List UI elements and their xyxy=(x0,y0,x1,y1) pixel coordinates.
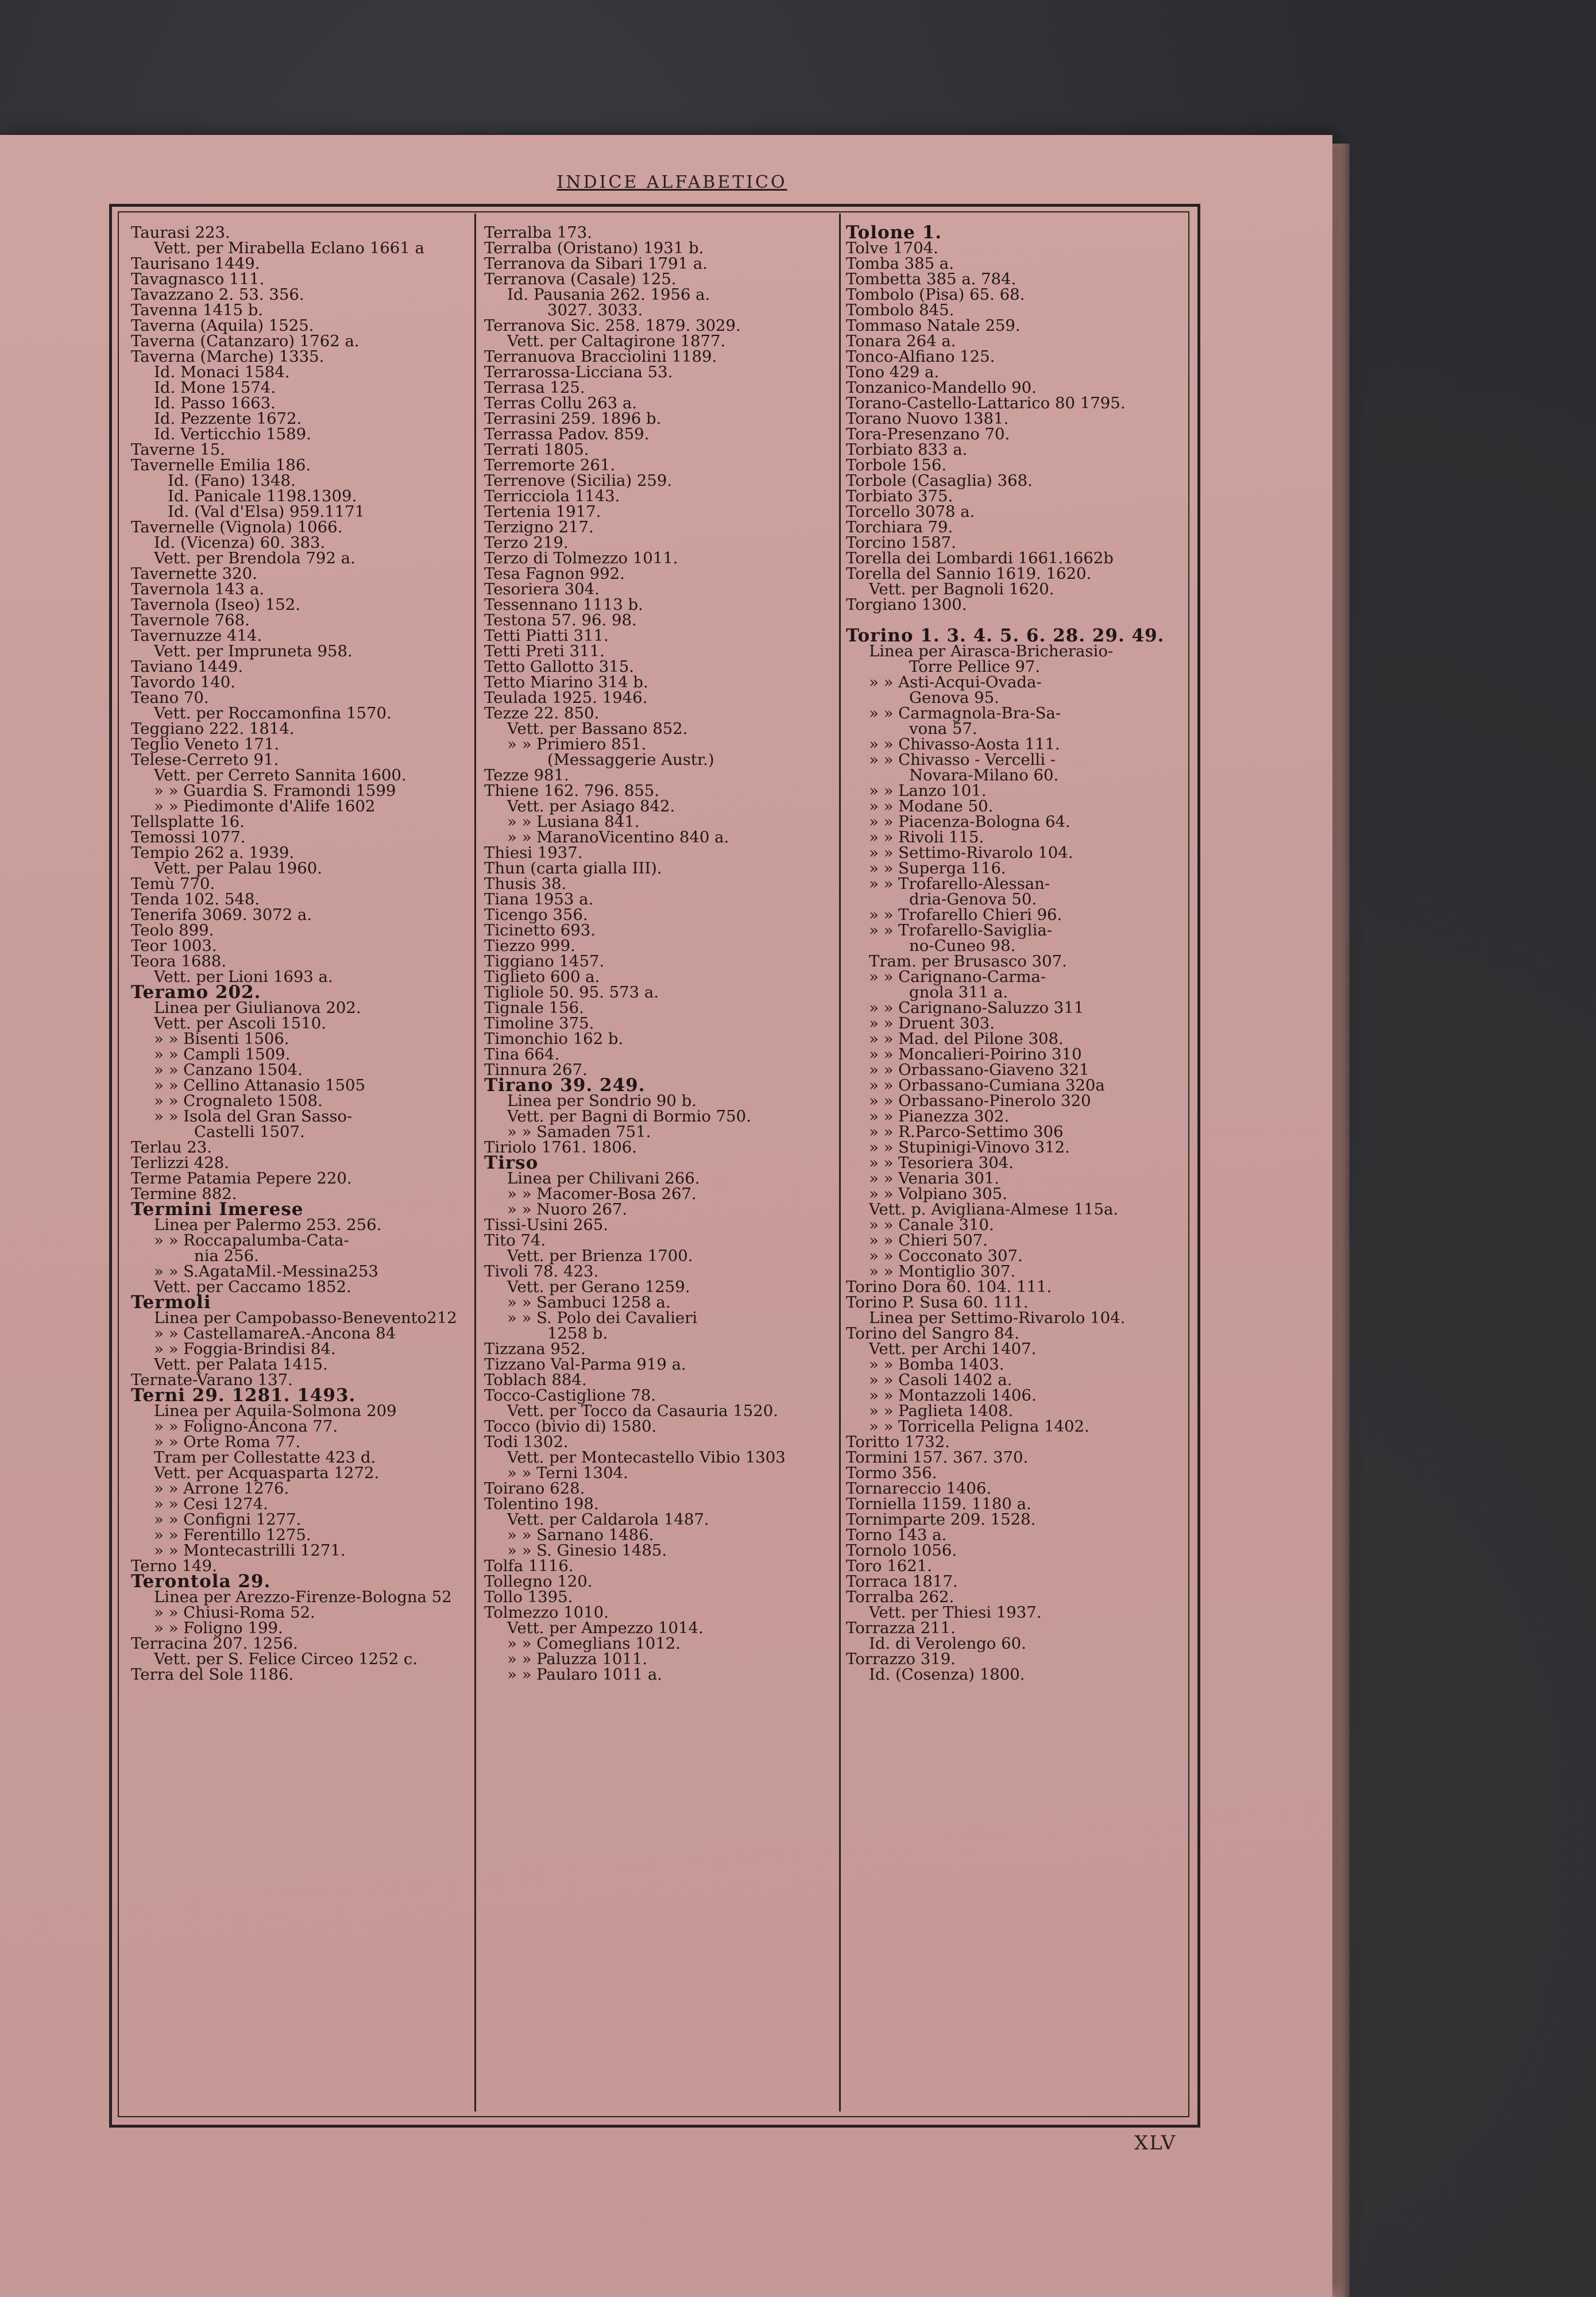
index-entry: Vett. per Brendola 792 a. xyxy=(154,549,355,567)
index-entry: Tolve 1704. xyxy=(846,239,938,257)
index-entry: Vett. per Caldarola 1487. xyxy=(507,1510,709,1529)
index-entry: Tenerifa 3069. 3072 a. xyxy=(131,906,312,924)
index-entry: » » Moncalieri-Poirino 310 xyxy=(869,1045,1082,1064)
index-entry: Thiesi 1937. xyxy=(484,844,583,862)
index-entry: Tombolo 845. xyxy=(846,301,954,319)
index-entry: Vett. per Thiesi 1937. xyxy=(869,1603,1042,1622)
index-entry: » » Orbassano-Giaveno 321 xyxy=(869,1061,1089,1079)
index-entry: » » Crognaleto 1508. xyxy=(154,1092,323,1110)
index-entry: Toro 1621. xyxy=(846,1557,932,1575)
index-entry: Terzigno 217. xyxy=(484,518,594,536)
index-entry: Tavernola (Iseo) 152. xyxy=(131,595,300,614)
index-entry: Tocco-Castiglione 78. xyxy=(484,1386,656,1405)
index-entry: Tavernole 768. xyxy=(131,611,250,629)
index-entry: Tollegno 120. xyxy=(484,1572,593,1591)
index-entry: Tonzanico-Mandello 90. xyxy=(846,378,1037,397)
index-entry: » » Superga 116. xyxy=(869,859,1006,877)
index-entry: » » Arrone 1276. xyxy=(154,1479,289,1498)
index-entry: Tirano 39. 249. xyxy=(484,1075,646,1096)
index-entry: » » Chivasso - Vercelli - xyxy=(869,751,1056,769)
index-entry: Tignale 156. xyxy=(484,999,584,1017)
index-entry: Tiglieto 600 a. xyxy=(484,968,600,986)
index-entry: Toritto 1732. xyxy=(846,1433,950,1451)
index-entry: Vett. per Bagnoli 1620. xyxy=(869,580,1054,598)
index-entry: gnola 311 a. xyxy=(909,983,1008,1001)
index-entry: Id. (Val d'Elsa) 959.1171 xyxy=(168,502,365,521)
index-entry: Torgiano 1300. xyxy=(846,595,967,614)
index-entry: Linea per Palermo 253. 256. xyxy=(154,1216,382,1234)
index-entry: Tavernuzze 414. xyxy=(131,627,262,645)
index-entry: Castelli 1507. xyxy=(194,1123,305,1141)
index-entry: » » Pianezza 302. xyxy=(869,1107,1010,1126)
index-entry: » » Sambuci 1258 a. xyxy=(507,1293,671,1312)
index-entry: Vett. per Ampezzo 1014. xyxy=(507,1619,704,1637)
index-entry: Novara-Milano 60. xyxy=(909,766,1059,784)
index-entry: Tolfa 1116. xyxy=(484,1557,574,1575)
index-entry: Linea per Chilivani 266. xyxy=(507,1169,700,1188)
index-entry: Ternate-Varano 137. xyxy=(131,1371,293,1389)
index-entry: Termoli xyxy=(131,1292,211,1313)
index-entry: Terremorte 261. xyxy=(484,456,616,474)
index-entry: Linea per Aquila-Solmona 209 xyxy=(154,1402,397,1420)
index-entry: Terlizzi 428. xyxy=(131,1154,229,1172)
index-entry: » » Chieri 507. xyxy=(869,1231,988,1250)
index-entry: » » Orte Roma 77. xyxy=(154,1433,301,1451)
index-entry: Tiezzo 999. xyxy=(484,937,575,955)
index-entry: » » Carignano-Saluzzo 311 xyxy=(869,999,1084,1017)
index-entry: Torcino 1587. xyxy=(846,533,956,552)
index-entry: » » Rivoli 115. xyxy=(869,828,984,846)
index-entry: » » Bisenti 1506. xyxy=(154,1030,289,1048)
index-entry: » » Druent 303. xyxy=(869,1014,995,1033)
index-entry: Vett. per Tocco da Casauria 1520. xyxy=(507,1402,779,1420)
index-entry: Linea per Giulianova 202. xyxy=(154,999,361,1017)
index-entry: Taviano 1449. xyxy=(131,658,244,676)
index-entry: Terlau 23. xyxy=(131,1138,212,1157)
index-entry: Thun (carta gialla III). xyxy=(484,859,662,877)
index-entry: » » Stupinigi-Vinovo 312. xyxy=(869,1138,1070,1157)
index-entry: Torbiato 375. xyxy=(846,487,953,505)
index-entry: Tolentino 198. xyxy=(484,1495,599,1513)
index-entry: Vett. per Bassano 852. xyxy=(507,720,688,738)
index-entry: Vett. per Caccamo 1852. xyxy=(154,1278,351,1296)
index-entry: » » Roccapalumba-Cata- xyxy=(154,1231,349,1250)
index-entry: Taverna (Aquila) 1525. xyxy=(131,316,314,335)
index-entry: » » S. Polo dei Cavalieri xyxy=(507,1309,698,1327)
index-entry: Id. di Verolengo 60. xyxy=(869,1634,1026,1653)
index-entry: » » Cocconato 307. xyxy=(869,1247,1023,1265)
index-entry: Vett. per Bagni di Bormio 750. xyxy=(507,1107,751,1126)
index-entry: (Messaggerie Austr.) xyxy=(547,751,714,769)
index-entry: Tetti Piatti 311. xyxy=(484,627,609,645)
index-entry: Torano Nuovo 1381. xyxy=(846,409,1009,428)
index-entry: Terranova Sic. 258. 1879. 3029. xyxy=(484,316,741,335)
index-entry: Terricciola 1143. xyxy=(484,487,620,505)
index-entry: Vett. p. Avigliana-Almese 115a. xyxy=(869,1200,1119,1219)
index-entry: Telese-Cerreto 91. xyxy=(131,751,279,769)
index-entry: Id. (Vicenza) 60. 383. xyxy=(154,533,326,552)
index-entry: » » Macomer-Bosa 267. xyxy=(507,1185,697,1203)
index-entry: Torchiara 79. xyxy=(846,518,953,536)
index-entry: » » Nuoro 267. xyxy=(507,1200,628,1219)
index-entry: » » Ferentillo 1275. xyxy=(154,1526,311,1544)
index-entry: » » Paglieta 1408. xyxy=(869,1402,1014,1420)
index-entry: » » Configni 1277. xyxy=(154,1510,302,1529)
index-entry: Id. Passo 1663. xyxy=(154,394,276,412)
index-entry: » » Montecastrilli 1271. xyxy=(154,1541,346,1560)
index-entry: Taurisano 1449. xyxy=(131,254,260,273)
index-entry: » » S.AgataMil.-Messina253 xyxy=(154,1262,378,1281)
index-entry: Vett. per Ascoli 1510. xyxy=(154,1014,326,1033)
index-entry: » » Campli 1509. xyxy=(154,1045,291,1064)
index-entry: » » Montazzoli 1406. xyxy=(869,1386,1037,1405)
index-entry: Tombolo (Pisa) 65. 68. xyxy=(846,285,1025,304)
index-entry: Tesa Fagnon 992. xyxy=(484,564,625,583)
index-entry: » » Terni 1304. xyxy=(507,1464,628,1482)
index-entry: Tigliole 50. 95. 573 a. xyxy=(484,983,659,1001)
index-entry: » » MaranoVicentino 840 a. xyxy=(507,828,729,846)
index-entry: » » Guardia S. Framondi 1599 xyxy=(154,782,396,800)
index-entry: Torno 143 a. xyxy=(846,1526,947,1544)
index-entry: » » Isola del Gran Sasso- xyxy=(154,1107,353,1126)
index-entry: Tommaso Natale 259. xyxy=(846,316,1021,335)
index-entry: » » Piedimonte d'Alife 1602 xyxy=(154,797,376,815)
index-entry: » » Cesi 1274. xyxy=(154,1495,268,1513)
index-entry: Terzo di Tolmezzo 1011. xyxy=(484,549,678,567)
index-entry: Tirso xyxy=(484,1153,539,1173)
index-entry: Tornimparte 209. 1528. xyxy=(846,1510,1036,1529)
index-entry: Torniella 1159. 1180 a. xyxy=(846,1495,1031,1513)
index-entry: Tolone 1. xyxy=(846,225,942,243)
index-entry: Toblach 884. xyxy=(484,1371,587,1389)
index-entry: » » Lanzo 101. xyxy=(869,782,987,800)
index-entry: Terralba 173. xyxy=(484,225,592,242)
index-entry: Vett. per Impruneta 958. xyxy=(154,642,353,660)
index-entry: Tizzano Val-Parma 919 a. xyxy=(484,1355,686,1374)
index-entry: » » Foligno 199. xyxy=(154,1619,283,1637)
index-entry: Vett. per S. Felice Circeo 1252 c. xyxy=(154,1650,418,1668)
index-entry: » » Sarnano 1486. xyxy=(507,1526,654,1544)
index-entry: » » Carmagnola-Bra-Sa- xyxy=(869,704,1061,722)
index-entry: Testona 57. 96. 98. xyxy=(484,611,637,629)
column-divider-1 xyxy=(474,214,476,2112)
index-entry: Taverna (Catanzaro) 1762 a. xyxy=(131,332,360,350)
index-entry: Torrazzo 319. xyxy=(846,1650,956,1668)
index-entry: Tavernette 320. xyxy=(131,564,257,583)
index-entry: Vett. per Cerreto Sannita 1600. xyxy=(154,766,407,784)
index-entry: Terrasa 125. xyxy=(484,378,585,397)
index-entry: Teramo 202. xyxy=(131,982,261,1003)
index-entry: Torralba 262. xyxy=(846,1588,954,1606)
index-entry: Tenda 102. 548. xyxy=(131,890,260,908)
page-title: INDICE ALFABETICO xyxy=(557,172,787,192)
index-entry: Thiene 162. 796. 855. xyxy=(484,782,660,800)
index-entry: Tombetta 385 a. 784. xyxy=(846,270,1017,288)
index-entry: Vett. per Asiago 842. xyxy=(507,797,675,815)
index-entry: Tessennano 1113 b. xyxy=(484,595,643,614)
index-entry: Torre Pellice 97. xyxy=(909,658,1041,676)
column-divider-2 xyxy=(839,214,841,2112)
index-entry: Vett. per Brienza 1700. xyxy=(507,1247,693,1265)
index-entry: Torano-Castello-Lattarico 80 1795. xyxy=(846,394,1126,412)
index-entry: Terme Patamia Pepere 220. xyxy=(131,1169,352,1188)
index-entry: Thusis 38. xyxy=(484,875,567,893)
index-entry: Torbole (Casaglia) 368. xyxy=(846,471,1033,490)
index-entry: Terralba (Oristano) 1931 b. xyxy=(484,239,704,257)
index-entry: » » Settimo-Rivarolo 104. xyxy=(869,844,1073,862)
index-entry: Temù 770. xyxy=(131,875,215,893)
index-entry: » » Torricella Peligna 1402. xyxy=(869,1417,1089,1436)
index-entry: Tinnura 267. xyxy=(484,1061,588,1079)
index-entry: Tetto Miarino 314 b. xyxy=(484,673,648,691)
index-entry: Tezze 981. xyxy=(484,766,569,784)
index-entry: » » Orbassano-Pinerolo 320 xyxy=(869,1092,1091,1110)
index-entry: » » Canale 310. xyxy=(869,1216,994,1234)
index-entry: no-Cuneo 98. xyxy=(909,937,1016,955)
index-entry: » » Canzano 1504. xyxy=(154,1061,303,1079)
index-entry: 1258 b. xyxy=(547,1324,608,1343)
index-entry: » » Tesoriera 304. xyxy=(869,1154,1014,1172)
index-entry: Terranuova Bracciolini 1189. xyxy=(484,347,717,366)
index-entry: Todi 1302. xyxy=(484,1433,569,1451)
index-entry: » » Modane 50. xyxy=(869,797,994,815)
index-entry: Tolmezzo 1010. xyxy=(484,1603,609,1622)
index-entry: dria-Genova 50. xyxy=(909,890,1037,908)
index-entry: Id. Pezzente 1672. xyxy=(154,409,302,428)
index-entry: Terni 29. 1281. 1493. xyxy=(131,1385,356,1406)
index-entry: Tetti Preti 311. xyxy=(484,642,605,660)
page-number: XLV xyxy=(1134,2132,1177,2155)
index-entry: » » Foligno-Ancona 77. xyxy=(154,1417,338,1436)
index-entry: Tormo 356. xyxy=(846,1464,937,1482)
index-entry: Torbole 156. xyxy=(846,456,947,474)
index-entry: Terrassa Padov. 859. xyxy=(484,425,650,443)
index-entry: Terno 149. xyxy=(131,1557,217,1575)
index-entry: » » Piacenza-Bologna 64. xyxy=(869,813,1071,831)
index-entry: Tonco-Alfiano 125. xyxy=(846,347,995,366)
index-entry: » » Carignano-Carma- xyxy=(869,968,1046,986)
index-entry: Tavazzano 2. 53. 356. xyxy=(131,285,304,304)
index-entry: » » Chivasso-Aosta 111. xyxy=(869,735,1060,753)
index-entry: » » Trofarello Chieri 96. xyxy=(869,906,1062,924)
index-column-1 xyxy=(131,225,470,2114)
index-entry: » » Foggia-Brindisi 84. xyxy=(154,1340,336,1358)
index-entry: Genova 95. xyxy=(909,689,999,707)
index-entry: Tornolo 1056. xyxy=(846,1541,957,1560)
index-entry: Tocco (bivio di) 1580. xyxy=(484,1417,657,1436)
index-entry: Vett. per Gerano 1259. xyxy=(507,1278,690,1296)
index-entry: Vett. per Caltagirone 1877. xyxy=(507,332,726,350)
index-entry: Vett. per Archi 1407. xyxy=(869,1340,1037,1358)
index-entry: vona 57. xyxy=(909,720,977,738)
index-entry: Tivoli 78. 423. xyxy=(484,1262,599,1281)
index-entry: Id. Monaci 1584. xyxy=(154,363,290,381)
index-entry: Tavordo 140. xyxy=(131,673,235,691)
index-entry: » » Chiusi-Roma 52. xyxy=(154,1603,315,1622)
index-entry: Tesoriera 304. xyxy=(484,580,600,598)
index-entry: » » Comeglians 1012. xyxy=(507,1634,681,1653)
index-entry: Tetto Gallotto 315. xyxy=(484,658,635,676)
index-entry: Torbiato 833 a. xyxy=(846,440,968,459)
index-entry: » » Casoli 1402 a. xyxy=(869,1371,1013,1389)
index-entry: » » CastellamareA.-Ancona 84 xyxy=(154,1324,396,1343)
index-entry: Tezze 22. 850. xyxy=(484,704,600,722)
index-entry: Id. Mone 1574. xyxy=(154,378,276,397)
index-entry: Id. (Cosenza) 1800. xyxy=(869,1665,1025,1684)
index-entry: Terranova (Casale) 125. xyxy=(484,270,677,288)
index-entry: Timonchio 162 b. xyxy=(484,1030,624,1048)
index-entry: Tina 664. xyxy=(484,1045,560,1064)
index-entry: Torino 1. 3. 4. 5. 6. 28. 29. 49. xyxy=(846,625,1165,646)
index-entry: Tissi-Usini 265. xyxy=(484,1216,609,1234)
index-entry: Id. Panicale 1198.1309. xyxy=(168,487,357,505)
index-entry: Tora-Presenzano 70. xyxy=(846,425,1010,443)
index-entry: Teolo 899. xyxy=(131,921,214,939)
index-entry: » » R.Parco-Settimo 306 xyxy=(869,1123,1064,1141)
index-entry: Terrasini 259. 1896 b. xyxy=(484,409,662,428)
index-entry: Torcello 3078 a. xyxy=(846,502,975,521)
index-entry: Teora 1688. xyxy=(131,952,227,970)
index-entry: Taverne 15. xyxy=(131,440,226,459)
index-entry: Timoline 375. xyxy=(484,1014,594,1033)
index-entry: Tiriolo 1761. 1806. xyxy=(484,1138,637,1157)
index-entry: » » Montiglio 307. xyxy=(869,1262,1016,1281)
index-entry: Terontola 29. xyxy=(131,1571,271,1592)
index-entry: Vett. per Acquasparta 1272. xyxy=(154,1464,380,1482)
index-entry: Tempio 262 a. 1939. xyxy=(131,844,295,862)
index-entry: Terranova da Sibari 1791 a. xyxy=(484,254,708,273)
index-entry: » » Orbassano-Cumiana 320a xyxy=(869,1076,1105,1095)
index-entry: Teano 70. xyxy=(131,689,209,707)
index-entry: Tono 429 a. xyxy=(846,363,940,381)
index-entry: Tizzana 952. xyxy=(484,1340,586,1358)
index-entry: Tollo 1395. xyxy=(484,1588,573,1606)
index-entry: Ticinetto 693. xyxy=(484,921,596,939)
index-entry: Terras Collu 263 a. xyxy=(484,394,637,412)
index-entry: Tornareccio 1406. xyxy=(846,1479,992,1498)
index-entry: » » Volpiano 305. xyxy=(869,1185,1007,1203)
index-entry: Terrenove (Sicilia) 259. xyxy=(484,471,673,490)
index-entry: Torino del Sangro 84. xyxy=(846,1324,1019,1343)
index-entry: Tellsplatte 16. xyxy=(131,813,245,831)
index-entry: Termine 882. xyxy=(131,1185,237,1203)
index-entry: Taverna (Marche) 1335. xyxy=(131,347,324,366)
index-entry: Tertenia 1917. xyxy=(484,502,601,521)
index-entry: Linea per Arezzo-Firenze-Bologna 52 xyxy=(154,1588,452,1606)
index-entry: Tiana 1953 a. xyxy=(484,890,594,908)
index-entry: » » Trofarello-Alessan- xyxy=(869,875,1050,893)
index-entry: » » Bomba 1403. xyxy=(869,1355,1004,1374)
index-entry: Vett. per Mirabella Eclano 1661 a xyxy=(154,239,424,257)
index-entry: Tram per Collestatte 423 d. xyxy=(154,1448,376,1467)
index-column-3 xyxy=(846,225,1185,2114)
index-entry: Torella del Sannio 1619. 1620. xyxy=(846,564,1092,583)
index-entry: Terra del Sole 1186. xyxy=(131,1665,294,1684)
index-entry: Tormini 157. 367. 370. xyxy=(846,1448,1029,1467)
index-entry: » » Mad. del Pilone 308. xyxy=(869,1030,1064,1048)
index-entry: Tavenna 1415 b. xyxy=(131,301,264,319)
index-entry: » » Venaria 301. xyxy=(869,1169,1000,1188)
index-entry: Toirano 628. xyxy=(484,1479,585,1498)
index-entry: Vett. per Palata 1415. xyxy=(154,1355,328,1374)
index-entry: Teggiano 222. 1814. xyxy=(131,720,295,738)
index-entry: Temossi 1077. xyxy=(131,828,246,846)
index-entry: Tomba 385 a. xyxy=(846,254,954,273)
index-entry: » » Asti-Acqui-Ovada- xyxy=(869,673,1042,691)
index-entry: Id. (Fano) 1348. xyxy=(168,471,296,490)
index-entry: Id. Verticchio 1589. xyxy=(154,425,311,443)
index-entry: Terrarossa-Licciana 53. xyxy=(484,363,673,381)
index-entry: Id. Pausania 262. 1956 a. xyxy=(507,285,710,304)
index-entry: » » Paularo 1011 a. xyxy=(507,1665,663,1684)
index-entry: » » Paluzza 1011. xyxy=(507,1650,648,1668)
index-entry: Teulada 1925. 1946. xyxy=(484,689,648,707)
index-entry: Torraca 1817. xyxy=(846,1572,958,1591)
index-entry: Linea per Sondrio 90 b. xyxy=(507,1092,697,1110)
index-entry: Termini Imerese xyxy=(131,1199,304,1220)
index-entry: Tonara 264 a. xyxy=(846,332,956,350)
index-entry: Vett. per Roccamonfina 1570. xyxy=(154,704,392,722)
index-entry: Tavernola 143 a. xyxy=(131,580,265,598)
index-entry: Tram. per Brusasco 307. xyxy=(869,952,1067,970)
index-entry: Linea per Settimo-Rivarolo 104. xyxy=(869,1309,1126,1327)
index-entry: Vett. per Montecastello Vibio 1303 xyxy=(507,1448,786,1467)
index-entry: » » Trofarello-Saviglia- xyxy=(869,921,1053,939)
index-entry: Linea per Airasca-Bricherasio- xyxy=(869,642,1114,660)
index-entry: Tavagnasco 111. xyxy=(131,270,265,288)
index-entry: » » S. Ginesio 1485. xyxy=(507,1541,667,1560)
index-entry: Tiggiano 1457. xyxy=(484,952,605,970)
index-entry: Vett. per Palau 1960. xyxy=(154,859,322,877)
index-column-2 xyxy=(484,225,823,2114)
index-entry: » » Primiero 851. xyxy=(507,735,647,753)
index-entry: » » Cellino Attanasio 1505 xyxy=(154,1076,366,1095)
index-entry: Linea per Campobasso-Benevento212 xyxy=(154,1309,457,1327)
index-entry: Teglio Veneto 171. xyxy=(131,735,280,753)
index-entry: » » Lusiana 841. xyxy=(507,813,640,831)
index-entry: Tito 74. xyxy=(484,1231,546,1250)
index-entry: Ticengo 356. xyxy=(484,906,588,924)
index-entry: Tavernelle (Vignola) 1066. xyxy=(131,518,343,536)
index-entry: Terzo 219. xyxy=(484,533,569,552)
index-entry: Torrazza 211. xyxy=(846,1619,956,1637)
page-edge xyxy=(1332,144,1350,2297)
index-entry: Vett. per Lioni 1693 a. xyxy=(154,968,333,986)
index-entry: Teor 1003. xyxy=(131,937,217,955)
index-entry: Terracina 207. 1256. xyxy=(131,1634,298,1653)
index-entry: Torino Dora 60. 104. 111. xyxy=(846,1278,1052,1296)
index-entry: nia 256. xyxy=(194,1247,259,1265)
index-entry: Taurasi 223. xyxy=(131,225,230,242)
index-entry: 3027. 3033. xyxy=(547,301,643,319)
index-entry: Tavernelle Emilia 186. xyxy=(131,456,311,474)
index-entry: Terrati 1805. xyxy=(484,440,589,459)
index-entry: Torino P. Susa 60. 111. xyxy=(846,1293,1029,1312)
index-entry: » » Samaden 751. xyxy=(507,1123,651,1141)
index-entry: Torella dei Lombardi 1661.1662b xyxy=(846,549,1114,567)
